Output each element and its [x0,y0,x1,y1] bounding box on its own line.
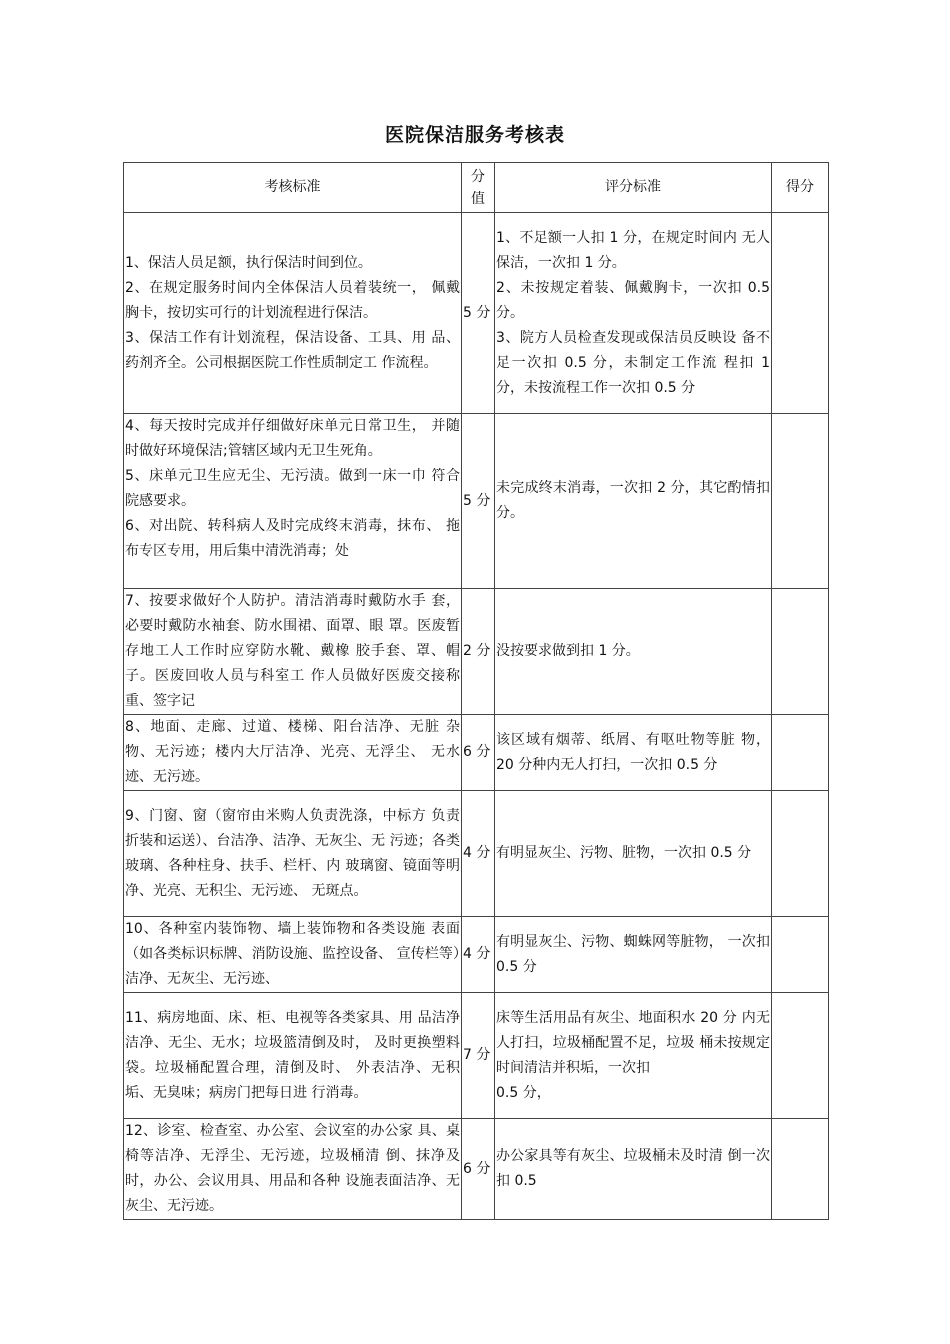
standard-text: 3、保洁工作有计划流程，保洁设备、工具、用 品、药剂齐全。公司根据医院工作性质制定工 作流程。 [125,329,460,371]
rule-cell [495,213,772,414]
table-row [124,917,829,993]
standard-text: 2、在规定服务时间内全体保洁人员着装统一， 佩戴胸卡，按切实可行的计划流程进行保洁。 [125,279,460,321]
standard-text: 8、地面、走廊、过道、楼梯、阳台洁净、无脏 杂物、无污迹；楼内大厅洁净、光亮、无浮尘、 无水迹、无污迹。 [125,719,460,785]
rule-text: 没按要求做到扣 1 分。 [496,643,640,659]
score-cell: 4 分 [462,791,495,917]
standard-cell [124,213,462,414]
standard-text: 12、诊室、检查室、办公室、会议室的办公家 具、桌椅等洁净、无浮尘、无污迹，垃圾桶清 倒、抹净及时，办公、会议用具、用品和各种 设施表面洁净、无灰尘、无污迹。 [125,1123,460,1214]
result-cell[interactable] [772,791,829,917]
result-cell[interactable] [772,917,829,993]
score-cell: 6 分 [462,715,495,791]
rule-text: 办公家具等有灰尘、垃圾桶未及时清 倒一次扣 0.5 [496,1148,770,1189]
table-row [124,213,829,414]
result-cell[interactable] [772,993,829,1119]
standard-text: 5、床单元卫生应无尘、无污渍。做到一床一巾 符合院感要求。 [125,468,460,509]
table-row [124,993,829,1119]
rule-text: 0.5 分， [496,1084,551,1101]
rule-text: 床等生活用品有灰尘、地面积水 20 分 内无人打扫，垃圾桶配置不足，垃圾 桶未按规定时间清洁并积垢，一次扣 [496,1009,770,1076]
table-row [124,715,829,791]
table-header-row [124,163,829,213]
standard-text: 11、病房地面、床、柜、电视等各类家具、用 品洁净洁净、无尘、无水；垃圾篮清倒及时， 及时更换塑料袋。垃圾桶配置合理，清倒及时、 外表洁净、无积垢、无臭味；病房门把每日进 行消毒。 [125,1009,460,1101]
header-score: 分值 [462,163,495,213]
result-cell[interactable] [772,589,829,715]
rule-text: 有明显灰尘、污物、蜘蛛网等脏物， 一次扣 0.5 分 [496,933,770,975]
rule-cell [495,1119,772,1220]
score-cell: 4 分 [462,917,495,993]
rule-text: 3、院方人员检查发现或保洁员反映设 备不足一次扣 0.5 分，未制定工作流 程扣 1 分，未按流程工作一次扣 0.5 分 [496,329,770,396]
score-cell: 7 分 [462,993,495,1119]
table-row [124,589,829,715]
standard-cell [124,791,462,917]
table-row [124,1119,829,1220]
table-row [124,791,829,917]
header-result: 得分 [772,163,829,213]
header-standard: 考核标准 [124,163,462,213]
rule-cell [495,791,772,917]
rule-cell [495,589,772,715]
rule-cell [495,993,772,1119]
score-cell: 5 分 [462,414,495,589]
score-cell: 2 分 [462,589,495,715]
standard-cell [124,1119,462,1220]
standard-text: 1、保洁人员足额，执行保洁时间到位。 [125,254,372,271]
result-cell[interactable] [772,414,829,589]
table-row [124,414,829,589]
rule-text: 2、未按规定着装、佩戴胸卡，一次扣 0.5 分。 [496,279,770,321]
result-cell[interactable] [772,1119,829,1220]
standard-cell [124,715,462,791]
rule-cell [495,715,772,791]
standard-cell [124,589,462,715]
rule-text: 未完成终末消毒，一次扣 2 分，其它酌情扣分。 [496,480,770,521]
result-cell[interactable] [772,213,829,414]
standard-text: 4、每天按时完成并仔细做好床单元日常卫生， 并随时做好环境保洁;管辖区域内无卫生死角。 [125,418,460,459]
score-cell: 5 分 [462,213,495,414]
rule-cell [495,414,772,589]
standard-cell [124,993,462,1119]
header-rule: 评分标准 [495,163,772,213]
score-cell: 6 分 [462,1119,495,1220]
rule-text: 1、不足额一人扣 1 分，在规定时间内 无人保洁，一次扣 1 分。 [496,229,770,271]
standard-text: 10、各种室内装饰物、墙上装饰物和各类设施 表面（如各类标识标牌、消防设施、监控设备、 宣传栏等）洁净、无灰尘、无污迹、 [125,921,460,987]
standard-text: 7、按要求做好个人防护。清洁消毒时戴防水手 套，必要时戴防水袖套、防水围裙、面罩、眼 罩。医废暂存地工人工作时应穿防水靴、戴橡 胶手套、罩、帽子。医废回收人员与科室工 作人员做好医废交接称重、签字记 [125,593,460,709]
standard-text: 9、门窗、窗（窗帘由米购人负责洗涤，中标方 负责折装和运送）、台洁净、洁净、无灰尘、无 污迹；各类玻璃、各种柱身、扶手、栏杆、内 玻璃窗、镜面等明净、光亮、无积尘、无污迹、 无斑点。 [125,807,460,899]
rule-text: 有明显灰尘、污物、脏物，一次扣 0.5 分 [496,845,752,861]
assessment-table [123,162,829,1220]
rule-cell [495,917,772,993]
page-title: 医院保洁服务考核表 [384,124,565,146]
standard-cell [124,414,462,589]
standard-cell [124,917,462,993]
result-cell[interactable] [772,715,829,791]
standard-text: 6、对出院、转科病人及时完成终末消毒，抹布、 拖布专区专用，用后集中清洗消毒；处 [125,518,460,559]
rule-text: 该区域有烟蒂、纸屑、有呕吐物等脏 物，20 分种内无人打扫，一次扣 0.5 分 [496,731,770,773]
